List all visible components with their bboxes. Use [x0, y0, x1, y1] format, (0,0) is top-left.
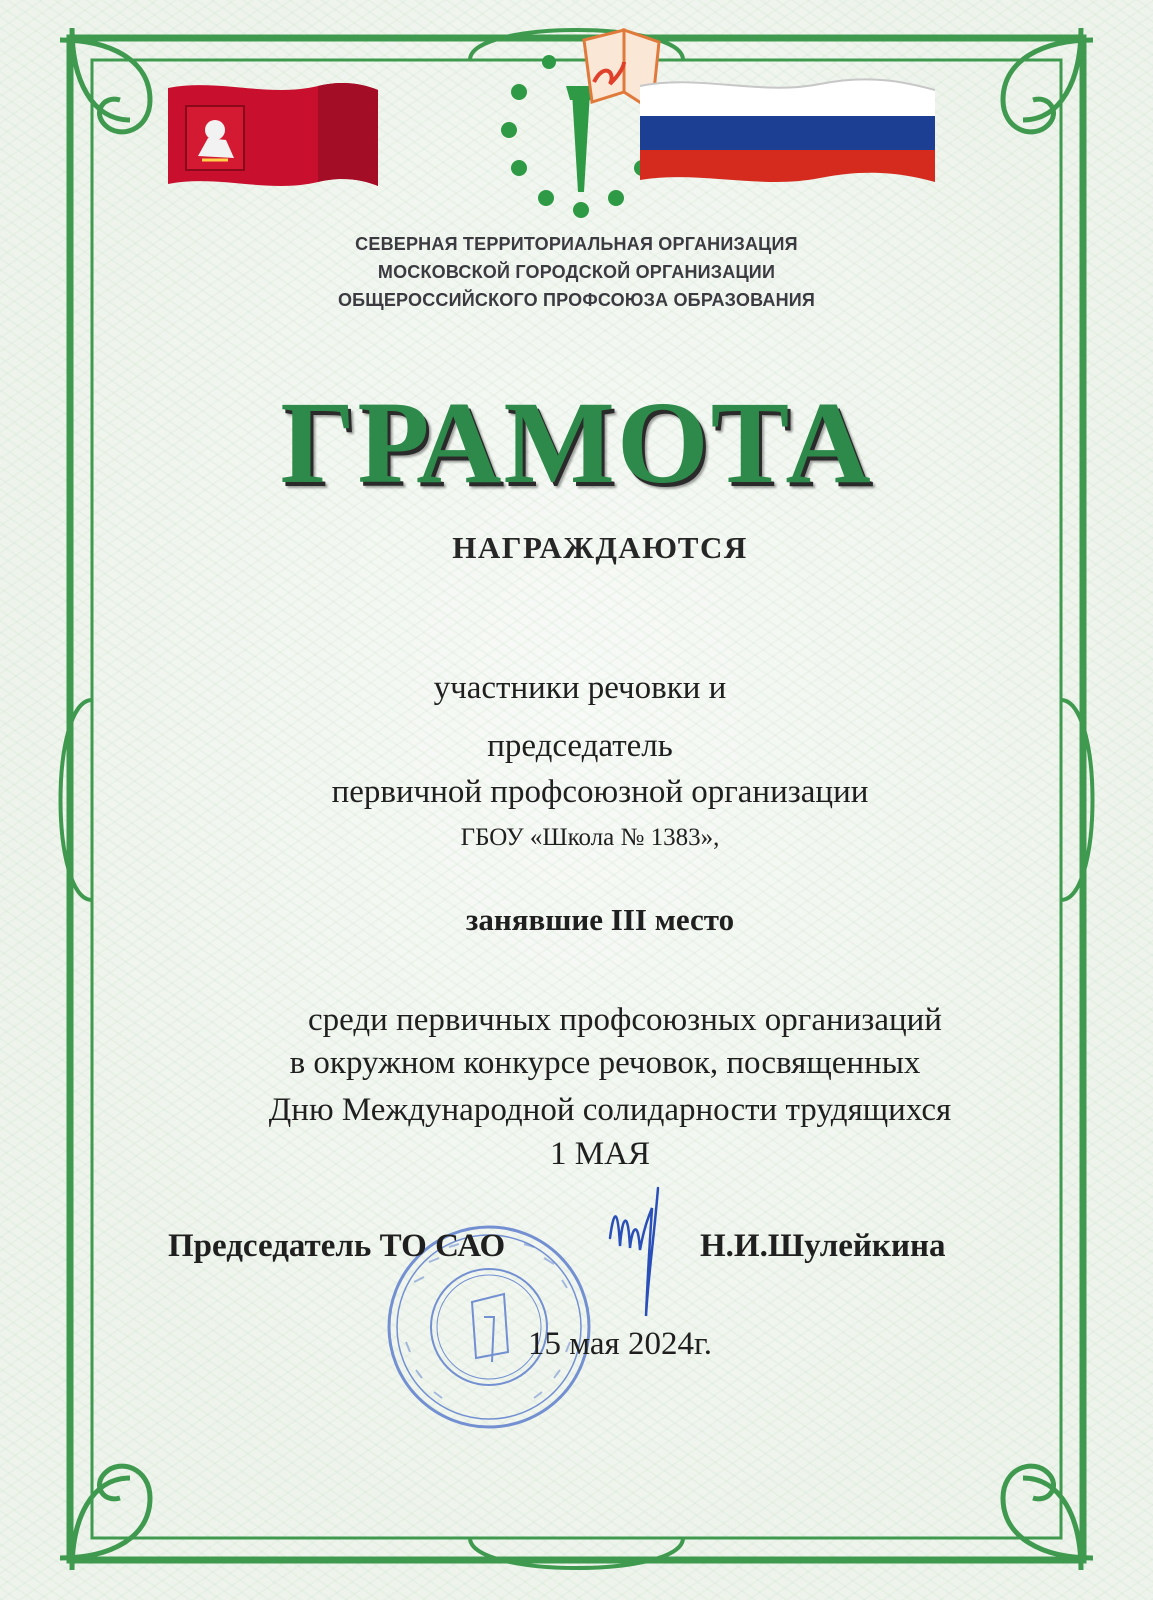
body-line-7: в окружном конкурсе речовок, посвященных	[289, 1045, 921, 1081]
organization-name	[200, 230, 953, 314]
signer-title: Председатель ТО САО	[168, 1228, 506, 1264]
body-line-8: Дню Международной солидарности трудящихся	[268, 1092, 952, 1128]
organization-line-3: ОБЩЕРОССИЙСКОГО ПРОФСОЮЗА ОБРАЗОВАНИЯ	[337, 290, 816, 310]
awarded-heading: НАГРАЖДАЮТСЯ	[452, 530, 748, 565]
handwritten-signature	[600, 1168, 690, 1318]
body-line-6: среди первичных профсоюзных организаций	[308, 1002, 942, 1038]
signer-name: Н.И.Шулейкина	[700, 1228, 946, 1264]
certificate-date: 15 мая 2024г.	[527, 1326, 713, 1362]
russia-flag-icon	[640, 74, 935, 194]
certificate-title: ГРАМОТА	[280, 377, 873, 508]
body-line-9: 1 МАЯ	[550, 1136, 650, 1172]
organization-line-2: МОСКОВСКОЙ ГОРОДСКОЙ ОРГАНИЗАЦИИ	[377, 262, 776, 282]
organization-line-1: СЕВЕРНАЯ ТЕРРИТОРИАЛЬНАЯ ОРГАНИЗАЦИЯ	[355, 234, 798, 254]
body-line-2: председатель	[487, 728, 673, 764]
moscow-flag-icon	[168, 78, 378, 198]
body-line-1: участники речовки и	[433, 670, 727, 706]
body-line-3: первичной профсоюзной организации	[331, 774, 869, 810]
place-line: занявшие III место	[465, 902, 735, 937]
body-line-4: ГБОУ «Школа № 1383»,	[460, 824, 720, 851]
